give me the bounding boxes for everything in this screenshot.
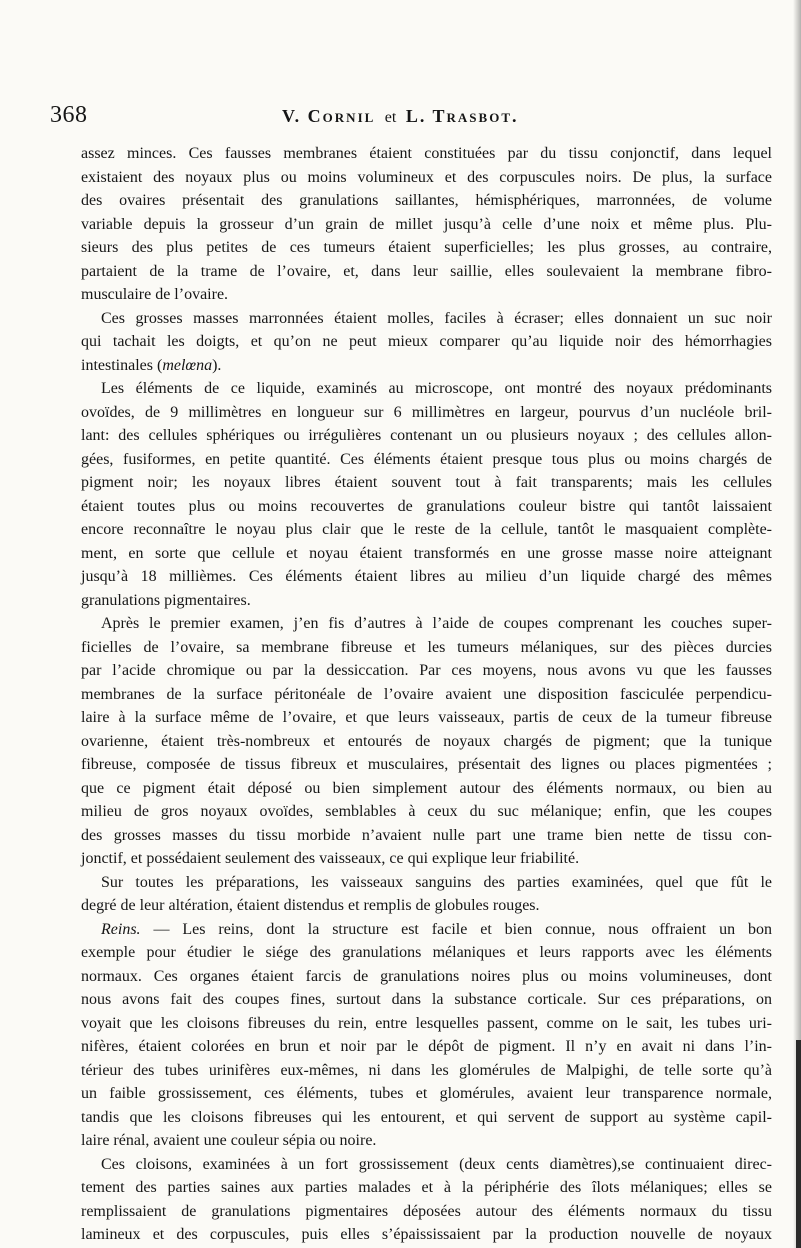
text-line [81, 354, 772, 378]
running-head [282, 106, 519, 127]
text-line: tandis que les cloisons fibreuses qui les entourent, et qui servent de support au système capil- [81, 1108, 772, 1126]
text-line: membranes de la surface péritonéale de l’ovaire avaient une disposition fasciculée perpendicu- [81, 685, 772, 703]
text-line: musculaire de l’ovaire. [81, 286, 229, 303]
text-line: que ce pigment était déposé ou bien simplement autour des éléments normaux, ou bien au [81, 779, 772, 797]
text-line: ment, en sorte que cellule et noyau étaient transformés en une grosse masse noire atteignant [81, 544, 772, 562]
text-line: nifères, étaient colorées en brun et noir par le dépôt de pigment. Il n’y en avait ni dans l’in- [81, 1038, 772, 1055]
text-line: par l’acide chromique ou par la dessiccation. Par ces moyens, nous avons vu que les fausses [81, 662, 772, 679]
text-line: voyait que les cloisons fibreuses du rein, entre lesquelles passent, comme on le sait, les tubes uri- [81, 1014, 772, 1032]
text-line: ovarienne, étaient très-nombreux et entourés de noyaux chargés de pigment; que la tunique [81, 732, 772, 750]
binding-edge-mark [796, 1040, 801, 1248]
text-segment: intestinales ( [81, 356, 163, 374]
text-line: degré de leur altération, étaient distendus et remplis de globules rouges. [81, 897, 540, 914]
text-line: Les éléments de ce liquide, examinés au microscope, ont montré des noyaux prédominants [101, 380, 772, 397]
text-line: des ovaires présentait des granulations saillantes, hémisphériques, marronnées, de volume [81, 192, 772, 209]
text-line: existaient des noyaux plus ou moins volumineux et des corpuscules noirs. De plus, la surface [81, 168, 772, 186]
text-line: milieu de gros noyaux ovoïdes, semblables à ceux du suc mélanique; enfin, que les coupes [81, 803, 772, 820]
text-line: Après le premier examen, j’en fis d’autres à l’aide de coupes comprenant les couches super- [101, 615, 772, 632]
text-line: fibreuse, composée de tissus fibreux et musculaires, présentait des lignes ou places pigmentées ; [81, 756, 772, 773]
italic-text: Reins. [101, 920, 141, 938]
text-line: pigment noir; les noyaux libres étaient souvent tout à fait transparents; mais les cellules [81, 474, 772, 491]
text-line: remplissaient de granulations pigmentaires déposées autour des éléments normaux du tissu [81, 1202, 772, 1220]
text-line: térieur des tubes urinifères eux-mêmes, ni dans les glomérules de Malpighi, de telle sorte qu’à [81, 1061, 772, 1079]
text-line: ficielles de l’ovaire, sa membrane fibreuse et les tumeurs mélaniques, sur des pièces durcies [81, 638, 772, 656]
text-segment: ). [212, 356, 222, 374]
italic-text: melœna [162, 356, 213, 374]
conjunction: et [384, 109, 397, 126]
text-line: Ces grosses masses marronnées étaient molles, faciles à écraser; elles donnaient un suc noir [101, 309, 772, 327]
author-trasbot: L. Trasbot. [405, 106, 519, 126]
text-line [81, 918, 772, 942]
text-line: des grosses masses du tissu morbide n’avaient nulle part une trame bien nette de tissu con- [81, 826, 772, 844]
text-line: qui tachait les doigts, et qu’on ne peut mieux comparer qu’au liquide noir des hémorrhagies [81, 333, 772, 350]
body-text [81, 142, 772, 1247]
text-line: lant: des cellules sphériques ou irrégulières contenant un ou plusieurs noyaux ; des cellules allon- [81, 427, 772, 444]
text-line: Ces cloisons, examinées à un fort grossissement (deux cents diamètres),se continuaient direc- [101, 1155, 772, 1173]
text-line: assez minces. Ces fausses membranes étaient constituées par du tissu conjonctif, dans lequel [81, 145, 772, 162]
text-line: un faible grossissement, ces éléments, tubes et glomérules, avaient leur transparence normale, [81, 1085, 772, 1102]
text-segment: — Les reins, dont la structure est facile et bien connue, nous offraient un bon [140, 920, 772, 938]
text-line: tement des parties saines aux parties malades et à la périphérie des îlots mélaniques; elles se [81, 1179, 772, 1196]
text-line: sieurs des plus petites de ces tumeurs étaient superficielles; les plus grosses, au contraire, [81, 239, 772, 256]
text-line: Sur toutes les préparations, les vaisseaux sanguins des parties examinées, quel que fût le [101, 873, 772, 891]
text-line: nous avons fait des coupes fines, surtout dans la substance corticale. Sur ces préparations, on [81, 991, 772, 1008]
text-line: granulations pigmentaires. [81, 591, 251, 609]
text-line: partaient de la trame de l’ovaire, et, dans leur saillie, elles soulevaient la membrane fibro- [81, 262, 772, 280]
text-line: étaient toutes plus ou moins recouvertes de granulations couleur bistre qui tantôt laissaient [81, 497, 772, 515]
text-line: variable depuis la grosseur d’un grain de millet jusqu’à celle d’une noix et même plus. Plu- [81, 215, 772, 233]
page-header [50, 98, 772, 134]
text-line: jonctif, et possédaient seulement des vaisseaux, ce qui explique leur friabilité. [81, 850, 580, 867]
text-line: laire à la surface même de l’ovaire, et que leurs vaisseaux, partis de ceux de la tumeur fibreuse [81, 709, 772, 726]
page-number: 368 [50, 102, 88, 128]
text-line: ovoïdes, de 9 millimètres en longueur sur 6 millimètres en largeur, pourvus d’un nucléole bril- [81, 403, 772, 421]
text-line: lamineux et des corpuscules, puis elles s’épaississaient par la production nouvelle de noyaux [81, 1226, 772, 1243]
text-line: gées, fusiformes, en petite quantité. Ces éléments étaient presque tous plus ou moins chargés de [81, 450, 772, 468]
text-line: laire rénal, avaient une couleur sépia ou noire. [81, 1132, 377, 1149]
text-line: normaux. Ces organes étaient farcis de granulations noires plus ou moins volumineuses, dont [81, 967, 772, 985]
text-line: encore reconnaître le noyau plus clair que le reste de la cellule, tantôt le masquaient complète- [81, 521, 772, 538]
text-line: exemple pour étudier le siége des granulations mélaniques et leurs rapports avec les éléments [81, 944, 772, 961]
author-cornil: V. Cornil [282, 106, 376, 126]
text-line: jusqu’à 18 millièmes. Ces éléments étaient libres au milieu d’un liquide chargé des mêmes [81, 568, 772, 585]
